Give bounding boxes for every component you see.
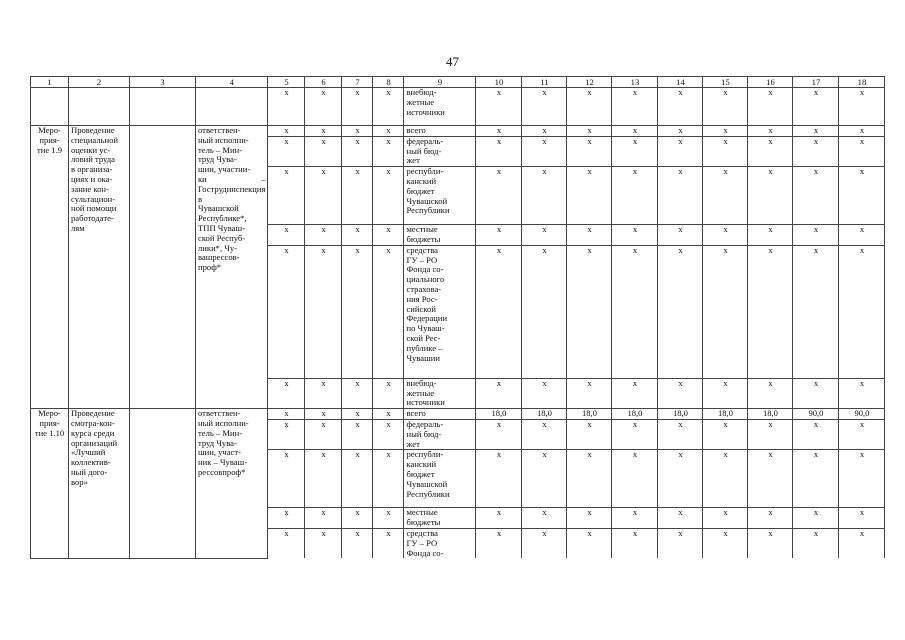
value-cell: 18,0	[522, 409, 567, 420]
column-header: 18	[839, 77, 885, 88]
value-cell: x	[522, 378, 567, 408]
value-cell: x	[342, 528, 373, 558]
value-cell: x	[342, 167, 373, 225]
column-header: 14	[658, 77, 703, 88]
column-header: 16	[748, 77, 793, 88]
value-cell: x	[839, 126, 885, 137]
value-cell: x	[342, 245, 373, 378]
value-cell: x	[839, 225, 885, 246]
value-cell: x	[748, 419, 793, 449]
executors-cell	[196, 88, 268, 126]
value-cell: x	[373, 528, 404, 558]
funding-source-cell: федераль- ный бюд- жет	[404, 419, 476, 449]
value-cell: x	[268, 136, 305, 166]
funding-source-cell: внебюд- жетные источники	[404, 378, 476, 408]
value-cell: x	[658, 508, 703, 529]
column-header: 15	[703, 77, 748, 88]
value-cell: x	[522, 225, 567, 246]
value-cell: x	[658, 225, 703, 246]
value-cell: x	[305, 528, 342, 558]
program-table	[30, 76, 885, 559]
value-cell: x	[748, 508, 793, 529]
value-cell: x	[748, 136, 793, 166]
funding-source-cell: республи- канский бюджет Чувашской Республики	[404, 450, 476, 508]
value-cell: x	[567, 126, 612, 137]
value-cell: x	[476, 167, 522, 225]
value-cell: x	[373, 167, 404, 225]
value-cell: x	[612, 245, 658, 378]
value-cell: x	[839, 419, 885, 449]
value-cell: x	[373, 409, 404, 420]
value-cell: x	[793, 88, 839, 126]
value-cell: x	[748, 245, 793, 378]
value-cell: 18,0	[567, 409, 612, 420]
value-cell: 18,0	[748, 409, 793, 420]
empty-cell	[130, 88, 196, 126]
value-cell: x	[268, 409, 305, 420]
value-cell: x	[793, 225, 839, 246]
funding-source-cell: федераль- ный бюд- жет	[404, 136, 476, 166]
value-cell: x	[268, 450, 305, 508]
value-cell: x	[567, 450, 612, 508]
value-cell: x	[658, 126, 703, 137]
funding-source-cell: средства ГУ – РО Фонда со-	[404, 528, 476, 558]
value-cell: x	[373, 225, 404, 246]
value-cell: x	[612, 126, 658, 137]
value-cell: x	[612, 88, 658, 126]
empty-cell	[130, 409, 196, 559]
value-cell: x	[703, 136, 748, 166]
value-cell: x	[522, 528, 567, 558]
value-cell: x	[305, 409, 342, 420]
value-cell: x	[476, 225, 522, 246]
value-cell: x	[839, 136, 885, 166]
value-cell: x	[476, 508, 522, 529]
measure-label-cell	[31, 88, 69, 126]
value-cell: x	[342, 88, 373, 126]
value-cell: x	[748, 528, 793, 558]
value-cell: x	[567, 419, 612, 449]
column-header: 3	[130, 77, 196, 88]
value-cell: x	[612, 136, 658, 166]
value-cell: x	[305, 136, 342, 166]
value-cell: x	[567, 225, 612, 246]
value-cell: x	[305, 378, 342, 408]
value-cell: x	[476, 245, 522, 378]
measure-title-cell	[69, 88, 130, 126]
value-cell: 18,0	[703, 409, 748, 420]
value-cell: x	[658, 528, 703, 558]
funding-source-cell: внебюд- жетные источники	[404, 88, 476, 126]
funding-source-cell: местные бюджеты	[404, 225, 476, 246]
value-cell: x	[839, 528, 885, 558]
value-cell: x	[567, 136, 612, 166]
value-cell: x	[567, 528, 612, 558]
value-cell: 18,0	[658, 409, 703, 420]
value-cell: x	[268, 378, 305, 408]
value-cell: x	[522, 167, 567, 225]
value-cell: x	[658, 136, 703, 166]
value-cell: x	[703, 528, 748, 558]
value-cell: x	[612, 419, 658, 449]
value-cell: x	[268, 245, 305, 378]
value-cell: x	[342, 225, 373, 246]
value-cell: x	[373, 419, 404, 449]
value-cell: x	[703, 167, 748, 225]
value-cell: x	[522, 419, 567, 449]
value-cell: x	[658, 88, 703, 126]
value-cell: x	[703, 508, 748, 529]
value-cell: x	[373, 126, 404, 137]
value-cell: x	[748, 167, 793, 225]
value-cell: x	[305, 508, 342, 529]
value-cell: x	[612, 167, 658, 225]
empty-cell	[130, 126, 196, 409]
value-cell: x	[342, 409, 373, 420]
value-cell: x	[703, 419, 748, 449]
value-cell: x	[703, 245, 748, 378]
measure-label-cell: Меро- прия- тие 1.9	[31, 126, 69, 409]
column-header: 1	[31, 77, 69, 88]
measure-title-cell: Проведение смотра-кон- курса среди организаций «Лучший коллектив- ный дого- вор»	[69, 409, 130, 559]
column-header: 4	[196, 77, 268, 88]
measure-label-cell: Меро- прия- тие 1.10	[31, 409, 69, 559]
value-cell: x	[522, 126, 567, 137]
value-cell: x	[793, 136, 839, 166]
value-cell: x	[748, 88, 793, 126]
value-cell: x	[522, 136, 567, 166]
column-header: 9	[404, 77, 476, 88]
value-cell: x	[342, 126, 373, 137]
value-cell: x	[703, 126, 748, 137]
value-cell: x	[748, 225, 793, 246]
value-cell: x	[839, 378, 885, 408]
funding-source-cell: средства ГУ – РО Фонда со- циального страхова- ния Рос- сийской Федерации по Чуваш- ской Рес- публике – Чувашии	[404, 245, 476, 378]
value-cell: x	[658, 419, 703, 449]
value-cell: x	[268, 88, 305, 126]
value-cell: x	[658, 245, 703, 378]
value-cell: x	[476, 528, 522, 558]
value-cell: x	[305, 126, 342, 137]
value-cell: 90,0	[793, 409, 839, 420]
value-cell: x	[476, 88, 522, 126]
value-cell: x	[268, 225, 305, 246]
value-cell: x	[522, 508, 567, 529]
value-cell: x	[567, 167, 612, 225]
column-header: 5	[268, 77, 305, 88]
value-cell: x	[793, 378, 839, 408]
column-number-row	[31, 77, 885, 88]
value-cell: x	[793, 245, 839, 378]
value-cell: x	[476, 126, 522, 137]
value-cell: x	[522, 245, 567, 378]
value-cell: x	[305, 225, 342, 246]
value-cell: x	[268, 528, 305, 558]
table-body	[31, 88, 885, 559]
executors-cell: ответствен- ный исполни- тель – Мин- труд Чува- шии, участ- ник – Чуваш- рессовпроф*	[196, 409, 268, 559]
value-cell: x	[342, 450, 373, 508]
value-cell: x	[839, 508, 885, 529]
value-cell: x	[703, 450, 748, 508]
value-cell: x	[612, 450, 658, 508]
value-cell: x	[658, 167, 703, 225]
table-row	[31, 126, 885, 137]
value-cell: x	[522, 450, 567, 508]
column-header: 8	[373, 77, 404, 88]
value-cell: x	[793, 126, 839, 137]
value-cell: x	[793, 528, 839, 558]
value-cell: 18,0	[612, 409, 658, 420]
value-cell: x	[658, 378, 703, 408]
value-cell: x	[373, 88, 404, 126]
value-cell: x	[567, 88, 612, 126]
value-cell: x	[703, 225, 748, 246]
value-cell: x	[793, 167, 839, 225]
value-cell: x	[793, 508, 839, 529]
value-cell: x	[342, 378, 373, 408]
value-cell: x	[567, 245, 612, 378]
value-cell: x	[476, 450, 522, 508]
value-cell: x	[612, 225, 658, 246]
funding-source-cell: местные бюджеты	[404, 508, 476, 529]
value-cell: x	[268, 167, 305, 225]
value-cell: x	[612, 528, 658, 558]
value-cell: x	[268, 419, 305, 449]
value-cell: x	[522, 88, 567, 126]
value-cell: x	[748, 378, 793, 408]
value-cell: x	[839, 450, 885, 508]
funding-source-cell: всего	[404, 409, 476, 420]
value-cell: x	[476, 136, 522, 166]
value-cell: x	[305, 167, 342, 225]
page-number: 47	[446, 54, 459, 69]
value-cell: x	[305, 88, 342, 126]
column-header: 11	[522, 77, 567, 88]
value-cell: x	[476, 419, 522, 449]
value-cell: x	[839, 245, 885, 378]
value-cell: x	[567, 508, 612, 529]
value-cell: x	[612, 378, 658, 408]
value-cell: x	[567, 378, 612, 408]
value-cell: x	[839, 167, 885, 225]
value-cell: x	[703, 88, 748, 126]
value-cell: x	[342, 508, 373, 529]
value-cell: x	[342, 419, 373, 449]
funding-source-cell: республи- канский бюджет Чувашской Республики	[404, 167, 476, 225]
value-cell: x	[703, 378, 748, 408]
value-cell: x	[839, 88, 885, 126]
executors-cell: ответствен- ный исполни- тель – Мин- труд Чува- шии, участни- ки – Гострудинспекция в Чувашской Республике*, ТПП Чуваш- ской Респуб- лики*, Чу- вашрессов- проф*	[196, 126, 268, 409]
column-header: 17	[793, 77, 839, 88]
value-cell: x	[476, 378, 522, 408]
value-cell: 18,0	[476, 409, 522, 420]
value-cell: 90,0	[839, 409, 885, 420]
column-header: 2	[69, 77, 130, 88]
value-cell: x	[305, 419, 342, 449]
column-header: 10	[476, 77, 522, 88]
value-cell: x	[373, 378, 404, 408]
column-header: 12	[567, 77, 612, 88]
column-header: 7	[342, 77, 373, 88]
value-cell: x	[748, 126, 793, 137]
value-cell: x	[373, 450, 404, 508]
value-cell: x	[373, 245, 404, 378]
value-cell: x	[268, 126, 305, 137]
value-cell: x	[748, 450, 793, 508]
continuation-row	[31, 88, 885, 126]
value-cell: x	[305, 450, 342, 508]
measure-title-cell: Проведение специальной оценки ус- ловий труда в организа- циях и ока- зание кон- сультацион- ной помощи работодате- лям	[69, 126, 130, 409]
column-header: 13	[612, 77, 658, 88]
column-header: 6	[305, 77, 342, 88]
value-cell: x	[305, 245, 342, 378]
table-row	[31, 409, 885, 420]
value-cell: x	[658, 450, 703, 508]
value-cell: x	[373, 136, 404, 166]
value-cell: x	[373, 508, 404, 529]
value-cell: x	[268, 508, 305, 529]
value-cell: x	[793, 450, 839, 508]
value-cell: x	[793, 419, 839, 449]
funding-source-cell: всего	[404, 126, 476, 137]
value-cell: x	[612, 508, 658, 529]
value-cell: x	[342, 136, 373, 166]
